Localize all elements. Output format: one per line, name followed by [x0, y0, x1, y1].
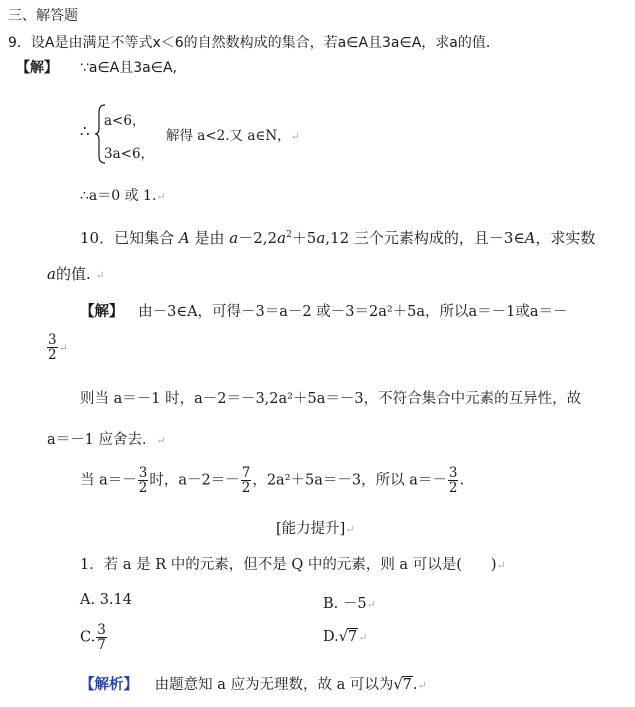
q10-text-a: 10．已知集合	[80, 229, 175, 247]
return-mark: ↵	[156, 434, 166, 447]
analysis-text: 由题意知 a 应为无理数，故 a 可以为	[154, 677, 394, 693]
fraction-numerator: 3	[448, 465, 458, 481]
question-9-text: 9．设A是由满足不等式x＜6的自然数构成的集合，若a∈A且3a∈A，求a的值．	[8, 35, 500, 51]
return-mark: ↵	[290, 130, 300, 143]
fraction	[138, 466, 149, 495]
q10-solution-text-1: 由－3∈A，可得－3＝a－2 或－3＝2a²＋5a，所以a＝－1或a＝－	[138, 304, 568, 320]
return-mark: ↵	[496, 559, 506, 572]
option-d	[323, 629, 367, 645]
q10-set-A: A	[178, 229, 190, 247]
ability-heading	[276, 517, 355, 538]
radicand: 7	[402, 677, 412, 693]
return-mark: ↵	[345, 523, 355, 536]
sqrt-icon: √7	[338, 629, 358, 645]
q10-expr-part: ＋5	[291, 229, 317, 247]
therefore-symbol: ∴	[80, 122, 90, 140]
option-b	[323, 592, 376, 613]
q10-var-a: a	[277, 229, 287, 247]
fraction-denominator: 2	[448, 480, 458, 497]
fraction-denominator: 2	[241, 480, 251, 497]
fraction-numerator: 3	[138, 465, 148, 481]
question-10-line-1	[80, 227, 595, 248]
solve-text-content: 解得 a<2.又 a∈N，	[166, 128, 291, 144]
return-mark: ↵	[417, 679, 427, 692]
return-mark: ↵	[95, 269, 105, 282]
q10-set-A: A	[524, 229, 536, 247]
q10-text-c: ，求实数	[535, 229, 596, 247]
q10-s4-b: 时，a－2＝－	[149, 472, 240, 489]
q10-exponent: 2	[286, 230, 292, 240]
option-b-text: B. －5	[323, 596, 367, 612]
fraction-numerator: 7	[241, 465, 251, 481]
q10-expr-part: ,12 三个元素构成的，且－3∈	[325, 229, 525, 247]
option-d-label: D.	[323, 629, 339, 645]
analysis-end: .	[412, 677, 418, 693]
option-c-label: C.	[80, 629, 96, 646]
question-9-solution-label: 【解】	[16, 60, 58, 76]
q10-s4-a: 当 a＝－	[80, 472, 137, 489]
fraction	[448, 466, 459, 495]
sqrt-icon: √7	[393, 677, 412, 693]
result-text: ∴a＝0 或 1.	[80, 188, 157, 204]
q10-text: 的值.	[55, 265, 91, 283]
fraction-denominator: 7	[97, 637, 106, 654]
analysis-line	[80, 673, 427, 694]
return-mark: ↵	[358, 631, 368, 644]
q10-var-a: a	[316, 229, 326, 247]
q10-solution-text-3: a＝－1 应舍去．	[47, 432, 157, 448]
fraction-denominator: 2	[48, 347, 57, 364]
q10-var-a: a	[47, 265, 56, 283]
analysis-label: 【解析】	[80, 676, 138, 693]
q10-solution-line-1	[80, 300, 568, 321]
return-mark: ↵	[58, 341, 68, 355]
fraction	[241, 466, 252, 495]
solve-text	[166, 124, 300, 144]
option-a: A. 3.14	[80, 592, 132, 608]
question-1-text	[80, 553, 506, 574]
q10-solution-fraction	[46, 333, 68, 362]
q10-s4-c: ，2a²＋5a＝－3，所以 a＝－	[252, 472, 447, 489]
question-9-result	[80, 185, 166, 205]
system-line-2: 3a<6，	[104, 146, 155, 162]
q10-var-a: a	[229, 229, 239, 247]
option-c	[80, 623, 108, 652]
q10-solution-line-4	[80, 466, 464, 495]
q10-s4-d: .	[459, 472, 465, 489]
fraction	[47, 333, 58, 362]
system-line-1: a<6，	[104, 113, 146, 129]
fraction-denominator: 2	[138, 480, 148, 497]
fraction-numerator: 3	[48, 332, 57, 348]
radicand: 7	[347, 629, 358, 645]
q10-expr-part: －2,2	[238, 229, 278, 247]
question-10-line-2	[47, 263, 105, 284]
ability-heading-text: [能力提升]	[276, 521, 346, 537]
q10-text-b: 是由	[194, 229, 225, 247]
fraction-numerator: 3	[97, 622, 106, 638]
section-header: 三、解答题	[8, 8, 78, 24]
return-mark: ↵	[366, 598, 376, 611]
question-1-content: 1．若 a 是 R 中的元素，但不是 Q 中的元素，则 a 可以是( )	[80, 557, 497, 573]
question-9-because-line: ∵a∈A且3a∈A,	[80, 60, 177, 76]
q10-solution-line-3	[47, 428, 166, 449]
fraction	[96, 623, 107, 652]
q10-solution-line-2: 则当 a＝－1 时，a－2＝－3,2a²＋5a＝－3，不符合集合中元素的互异性，故	[80, 391, 582, 407]
q10-solution-label: 【解】	[80, 303, 124, 320]
return-mark: ↵	[156, 190, 166, 203]
